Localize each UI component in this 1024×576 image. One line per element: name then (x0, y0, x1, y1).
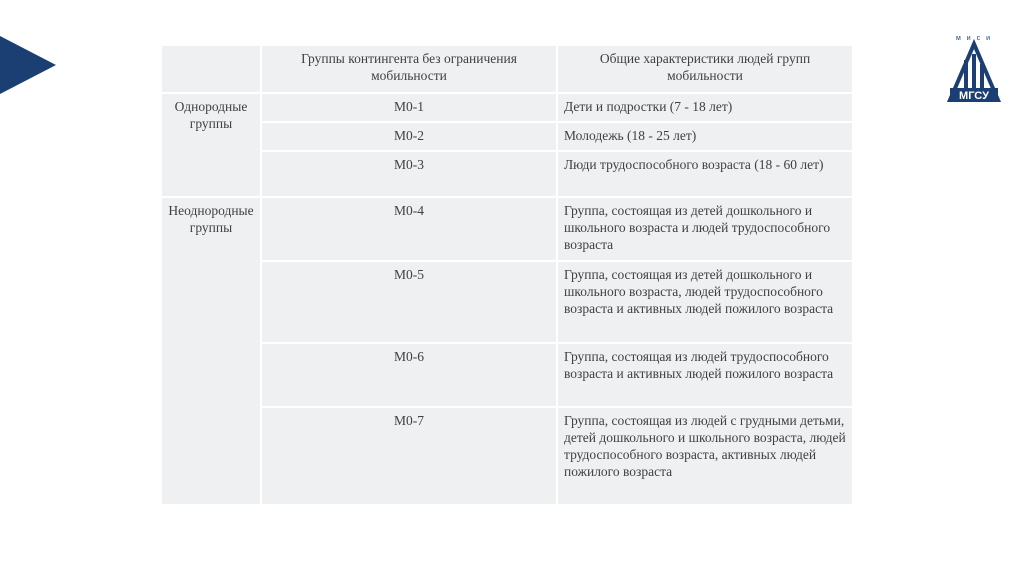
table-row (161, 407, 853, 505)
table-row (161, 122, 853, 151)
table-row (161, 261, 853, 343)
group-description: Молодежь (18 - 25 лет) (557, 122, 853, 151)
group-code: М0-3 (261, 151, 557, 197)
university-logo (944, 30, 1004, 104)
group-description: Группа, состоящая из детей дошкольного и школьного возраста и людей трудоспособного возраста (557, 197, 853, 261)
logo-top-text: м и с и (956, 35, 992, 42)
group-description: Дети и подростки (7 - 18 лет) (557, 93, 853, 122)
table-header-row (161, 45, 853, 93)
header-empty-cell (161, 45, 261, 93)
group-code: М0-5 (261, 261, 557, 343)
header-characteristics: Общие характеристики людей групп мобильности (557, 45, 853, 93)
group-code: М0-2 (261, 122, 557, 151)
logo-bottom-text: МГСУ (959, 90, 989, 102)
group-code: М0-6 (261, 343, 557, 407)
group-description: Группа, состоящая из людей трудоспособного возраста и активных людей пожилого возраста (557, 343, 853, 407)
group-code: М0-7 (261, 407, 557, 505)
table-row (161, 197, 853, 261)
group-description: Группа, состоящая из людей с грудными детьми, детей дошкольного и школьного возраста, людей трудоспособного возраста, активных людей пожилого возраста (557, 407, 853, 505)
group-code: М0-4 (261, 197, 557, 261)
table-row (161, 343, 853, 407)
table-row (161, 151, 853, 197)
mobility-groups-table (160, 44, 854, 506)
header-groups: Группы контингента без ограничения мобильности (261, 45, 557, 93)
group-code: М0-1 (261, 93, 557, 122)
slide-arrow-icon (0, 36, 56, 94)
group-description: Люди трудоспособного возраста (18 - 60 лет) (557, 151, 853, 197)
group-label-heterogeneous: Неоднородные группы (161, 197, 261, 505)
group-description: Группа, состоящая из детей дошкольного и школьного возраста, людей трудоспособного возраста и активных людей пожилого возраста (557, 261, 853, 343)
group-label-homogeneous: Однородные группы (161, 93, 261, 197)
table-row (161, 93, 853, 122)
